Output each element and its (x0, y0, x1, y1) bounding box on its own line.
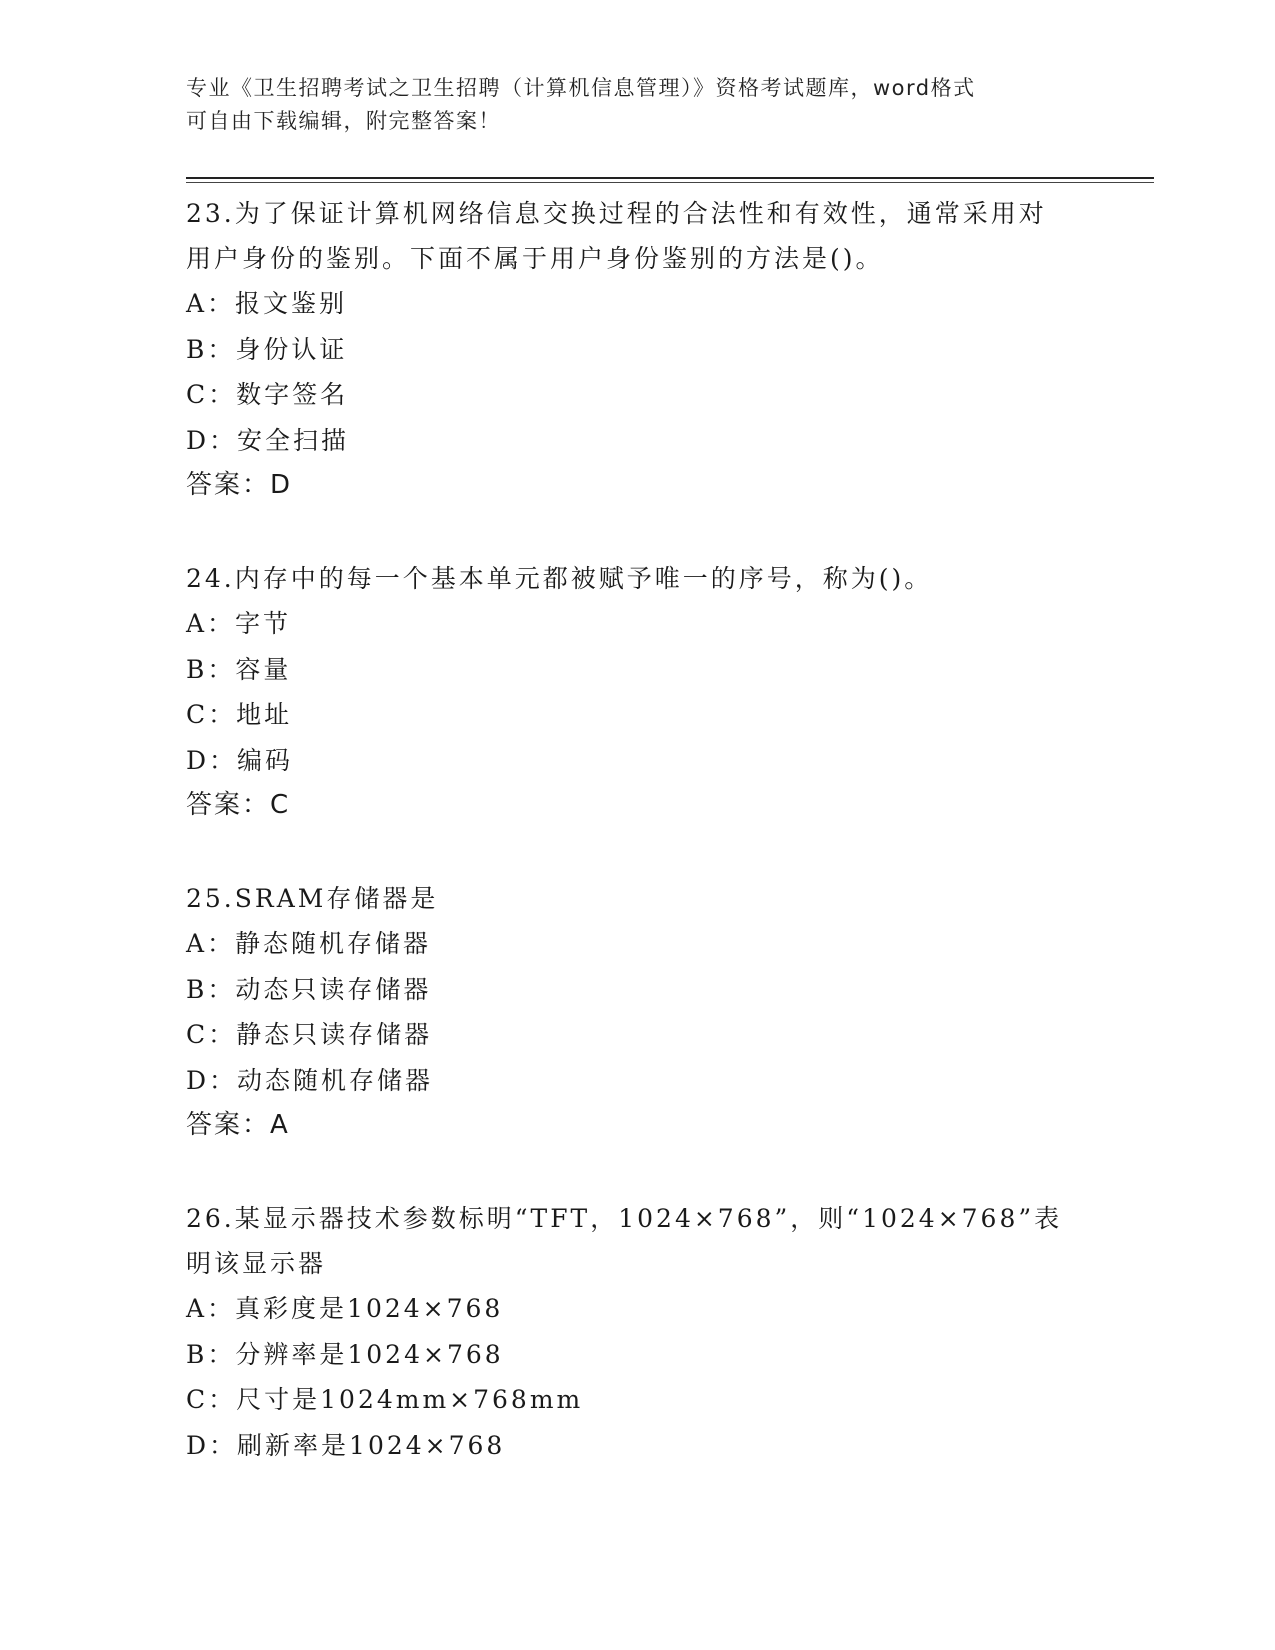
option-d: D：刷新率是1024×768 (186, 1430, 506, 1460)
option-a: A：真彩度是1024×768 (186, 1294, 504, 1323)
option-c: C：静态只读存储器 (186, 1020, 433, 1049)
header-line-1: 专业《卫生招聘考试之卫生招聘（计算机信息管理）》资格考试题库，word格式 (186, 76, 976, 100)
option-c: C：数字签名 (186, 380, 349, 409)
question-text-line: 明该显示器 (186, 1249, 327, 1278)
document-header (186, 72, 1086, 138)
option-c: C：尺寸是1024mm×768mm (186, 1385, 584, 1414)
question-26 (186, 1196, 1086, 1468)
question-text-line: 用户身份的鉴别。下面不属于用户身份鉴别的方法是()。 (186, 244, 884, 273)
answer: 答案：D (186, 470, 293, 500)
option-a: A：字节 (186, 609, 292, 638)
option-b: B：容量 (186, 654, 292, 684)
option-d: D：编码 (186, 745, 294, 775)
option-d: D：动态随机存储器 (186, 1065, 434, 1095)
option-b: B：动态只读存储器 (186, 974, 432, 1004)
header-line-2: 可自由下载编辑，附完整答案！ (186, 109, 501, 133)
question-25 (186, 876, 1086, 1147)
option-c: C：地址 (186, 700, 293, 729)
option-b: B：身份认证 (186, 334, 348, 364)
option-a: A：报文鉴别 (186, 289, 348, 318)
question-text-line: 24.内存中的每一个基本单元都被赋予唯一的序号，称为()。 (186, 564, 933, 593)
header-divider-thick (186, 177, 1154, 179)
question-text-line: 25.SRAM存储器是 (186, 884, 439, 913)
question-text-line: 23.为了保证计算机网络信息交换过程的合法性和有效性，通常采用对 (186, 199, 1047, 228)
question-23 (186, 191, 1086, 507)
question-24 (186, 556, 1086, 827)
option-a: A：静态随机存储器 (186, 929, 432, 958)
question-text-line: 26.某显示器技术参数标明“TFT，1024×768”，则“1024×768”表 (186, 1204, 1063, 1233)
answer: 答案：A (186, 1110, 290, 1140)
answer: 答案：C (186, 790, 291, 820)
header-divider-thin (186, 182, 1154, 183)
question-list (186, 191, 1086, 1468)
option-d: D：安全扫描 (186, 425, 350, 455)
option-b: B：分辨率是1024×768 (186, 1339, 504, 1369)
